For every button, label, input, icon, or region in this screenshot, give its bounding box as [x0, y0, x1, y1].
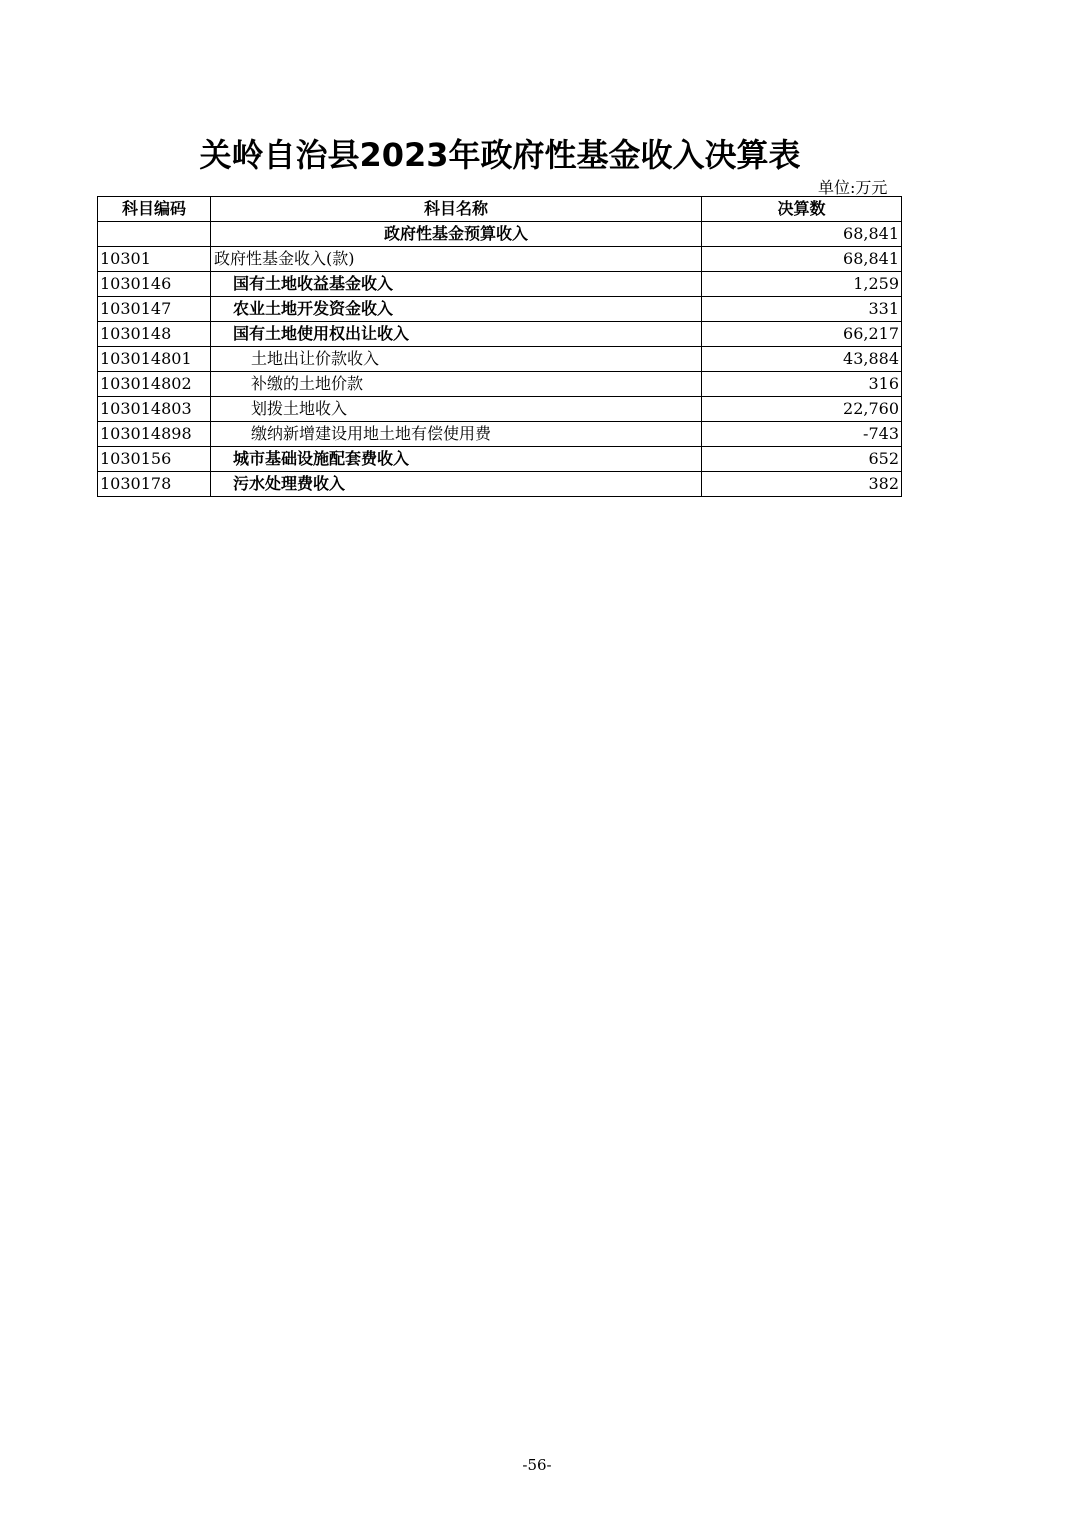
row-name: 国有土地使用权出让收入	[211, 322, 702, 347]
row-name: 政府性基金收入(款)	[211, 247, 702, 272]
table-row	[98, 422, 902, 447]
table-row	[98, 447, 902, 472]
row-amount: 652	[702, 447, 902, 472]
table-row	[98, 397, 902, 422]
row-code: 1030148	[98, 322, 211, 347]
row-name: 补缴的土地价款	[211, 372, 702, 397]
row-name: 农业土地开发资金收入	[211, 297, 702, 322]
row-name: 缴纳新增建设用地土地有偿使用费	[211, 422, 702, 447]
table-row	[98, 322, 902, 347]
table-row	[98, 347, 902, 372]
row-amount: -743	[702, 422, 902, 447]
row-code: 1030156	[98, 447, 211, 472]
row-amount: 382	[702, 472, 902, 497]
row-code: 103014803	[98, 397, 211, 422]
unit-label: 单位:万元	[818, 178, 888, 197]
page-number: -56-	[522, 1456, 552, 1474]
row-name: 政府性基金预算收入	[211, 222, 702, 247]
row-amount: 1,259	[702, 272, 902, 297]
row-code	[98, 222, 211, 247]
table-header-row	[98, 197, 902, 222]
row-amount: 43,884	[702, 347, 902, 372]
budget-table	[97, 196, 902, 497]
table-row	[98, 472, 902, 497]
row-amount: 331	[702, 297, 902, 322]
header-name: 科目名称	[211, 197, 702, 222]
row-name: 城市基础设施配套费收入	[211, 447, 702, 472]
row-name: 污水处理费收入	[211, 472, 702, 497]
row-amount: 316	[702, 372, 902, 397]
row-code: 1030147	[98, 297, 211, 322]
row-code: 103014802	[98, 372, 211, 397]
row-amount: 66,217	[702, 322, 902, 347]
row-code: 1030146	[98, 272, 211, 297]
row-amount: 68,841	[702, 222, 902, 247]
table-row	[98, 372, 902, 397]
table-row	[98, 247, 902, 272]
table-row	[98, 272, 902, 297]
page-title: 关岭自治县2023年政府性基金收入决算表	[199, 136, 801, 174]
table-row	[98, 297, 902, 322]
header-amount: 决算数	[702, 197, 902, 222]
row-name: 划拨土地收入	[211, 397, 702, 422]
row-code: 103014801	[98, 347, 211, 372]
row-name: 国有土地收益基金收入	[211, 272, 702, 297]
row-code: 10301	[98, 247, 211, 272]
table-row	[98, 222, 902, 247]
row-code: 103014898	[98, 422, 211, 447]
row-amount: 22,760	[702, 397, 902, 422]
header-code: 科目编码	[98, 197, 211, 222]
row-code: 1030178	[98, 472, 211, 497]
row-amount: 68,841	[702, 247, 902, 272]
row-name: 土地出让价款收入	[211, 347, 702, 372]
